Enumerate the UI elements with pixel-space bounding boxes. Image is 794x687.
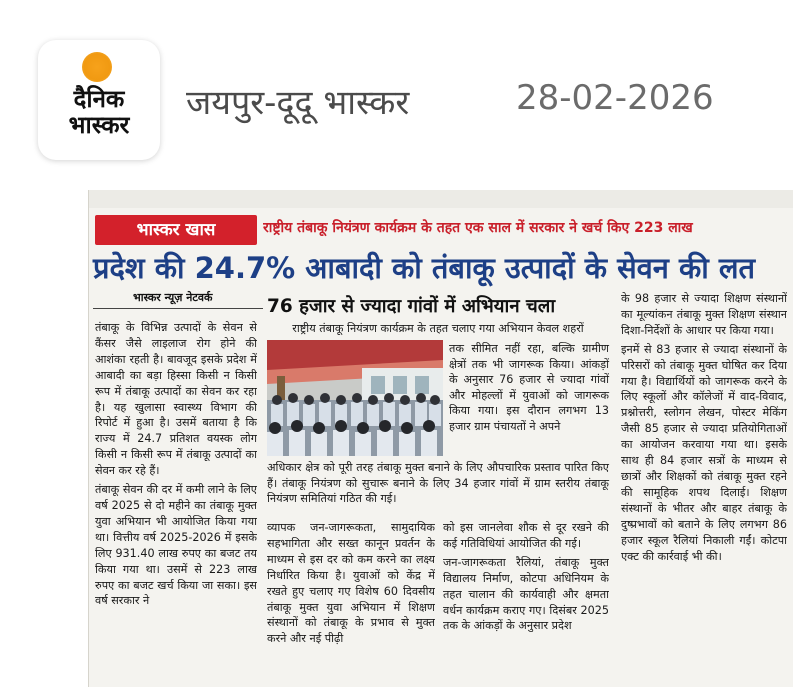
dainik-bhaskar-logo[interactable]	[38, 40, 160, 160]
logo-text-line1: दैनिक	[73, 85, 125, 113]
headline: प्रदेश की 24.7% आबादी को तंबाकू उत्पादों के सेवन की लत	[93, 251, 756, 285]
cropped-top-strip	[89, 190, 793, 208]
col4-paragraph-1: के 98 हजार से ज्यादा शिक्षण संस्थानों का मूल्यांकन तंबाकू मुक्त शिक्षण संस्थान दिशा-निर्देशों के आधार पर किया गया।	[621, 292, 787, 337]
byline: भास्कर न्यूज़ नेटवर्क	[133, 291, 213, 304]
col1-paragraph-1: तंबाकू के विभिन्न उत्पादों के सेवन से कैंसर जैसे लाइलाज रोग होने की आशंका रहती है। बावजूद इसके प्रदेश में आबादी का बड़ा हिस्सा किसी न किसी रूप में तंबाकू उत्पादों का सेवन कर रहा है। यह खुलासा स्वास्थ्य विभाग की रिपोर्ट में हुआ है। उसमें बताया है कि राज्य में 24.7 प्रतिशत वयस्क लोग किसी न किसी रूप में तंबाकू उत्पादों का सेवन कर रहे हैं।	[95, 321, 257, 478]
col2-paragraph: व्यापक जन-जागरूकता, सामुदायिक सहभागिता और सख्त कानून प्रवर्तन के माध्यम से इस दर को कम करने का लक्ष्य निर्धारित किया है। युवाओं को केंद्र में रखते हुए चलाए गए विशेष 60 दिवसीय तंबाकू मुक्त युवा अभियान में शिक्षण संस्थानों को तंबाकू के प्रभाव से मुक्त करने और नई पीढ़ी	[267, 521, 435, 646]
kicker-line: राष्ट्रीय तंबाकू नियंत्रण कार्यक्रम के तहत एक साल में सरकार ने खर्च किए 223 लाख	[263, 220, 693, 236]
lead-right-text: तक सीमित नहीं रहा, बल्कि ग्रामीण क्षेत्रों तक भी जागरूक किया। आंकड़ों के अनुसार 76 हजार से ज्यादा गांवों और मोहल्लों में युवाओं को जागरूक किया गया। इस दौरान लगभग 13 हजार ग्राम पंचायतों ने अपने	[449, 342, 609, 433]
logo-text-line2: भास्कर	[68, 111, 130, 139]
lead-continued: अधिकार क्षेत्र को पूरी तरह तंबाकू मुक्त बनाने के लिए औपचारिक प्रस्ताव पारित किए हैं। तंबाकू नियंत्रण को सुचारू बनाने के लिए 34 हजार गांवों में ग्राम स्तरीय तंबाकू नियंत्रण समितियां गठित की गई।	[267, 461, 609, 506]
newspaper-clipping[interactable]	[88, 190, 793, 687]
col4-paragraph-2: इनमें से 83 हजार से ज्यादा संस्थानों के परिसरों को तंबाकू मुक्त घोषित कर दिया गया है। विद्यार्थियों को जागरूक करने के लिए स्कूलों और कॉलेजों में वाद-विवाद, प्रश्नोत्तरी, स्लोगन लेखन, पोस्टर मेकिंग जैसी 85 हजार से ज्यादा प्रतियोगिताओं का आयोजन करवाया गया था। इसके साथ ही 84 हजार सत्रों के माध्यम से छात्रों और शिक्षकों को तंबाकू मुक्त रहने की सामूहिक शपथ दिलाई। शिक्षण संस्थानों के भीतर और बाहर तंबाकू के दुष्प्रभावों को बताने के लिए लगभग 86 हजार स्कूल रैलियां निकाली गईं। कोटपा एक्ट की कार्रवाई भी की।	[621, 342, 787, 563]
photo-illustration	[267, 340, 443, 456]
edition-date: 28-02-2026	[516, 78, 714, 118]
col3-paragraph-2: जन-जागरूकता रैलियां, तंबाकू मुक्त विद्यालय निर्माण, कोटपा अधिनियम के तहत चालान की कार्यवाही और क्षमता वर्धन कार्यक्रम कराए गए। दिसंबर 2025 तक के आंकड़ों के अनुसार प्रदेश	[443, 555, 609, 633]
app-header	[0, 0, 794, 165]
sun-icon	[82, 52, 112, 82]
column-2	[267, 520, 435, 685]
lead-line: राष्ट्रीय तंबाकू नियंत्रण कार्यक्रम के तहत चलाए गया अभियान केवल शहरों	[292, 322, 584, 335]
section-tag: भास्कर खास	[95, 215, 257, 245]
subheadline: 76 हजार से ज्यादा गांवों में अभियान चला	[267, 296, 556, 317]
byline-rule	[93, 308, 263, 309]
edition-name: जयपुर-दूदू भास्कर	[186, 83, 410, 123]
col3-paragraph-1: को इस जानलेवा शौक से दूर रखने की कई गतिविधियां आयोजित की गई।	[443, 521, 609, 550]
news-photo	[267, 340, 443, 456]
column-4	[621, 291, 787, 685]
col1-paragraph-2: तंबाकू सेवन की दर में कमी लाने के लिए वर्ष 2025 से दो महीने का तंबाकू मुक्त युवा अभियान भी आयोजित किया गया था। वित्तीय वर्ष 2025-2026 में इसके लिए 931.40 लाख रुपए का बजट तय किया गया था। उसमें से 223 लाख रुपए का बजट खर्च किया जा सका। इस वर्ष सरकार ने	[95, 483, 257, 608]
column-1	[95, 320, 257, 685]
column-3	[443, 520, 609, 685]
